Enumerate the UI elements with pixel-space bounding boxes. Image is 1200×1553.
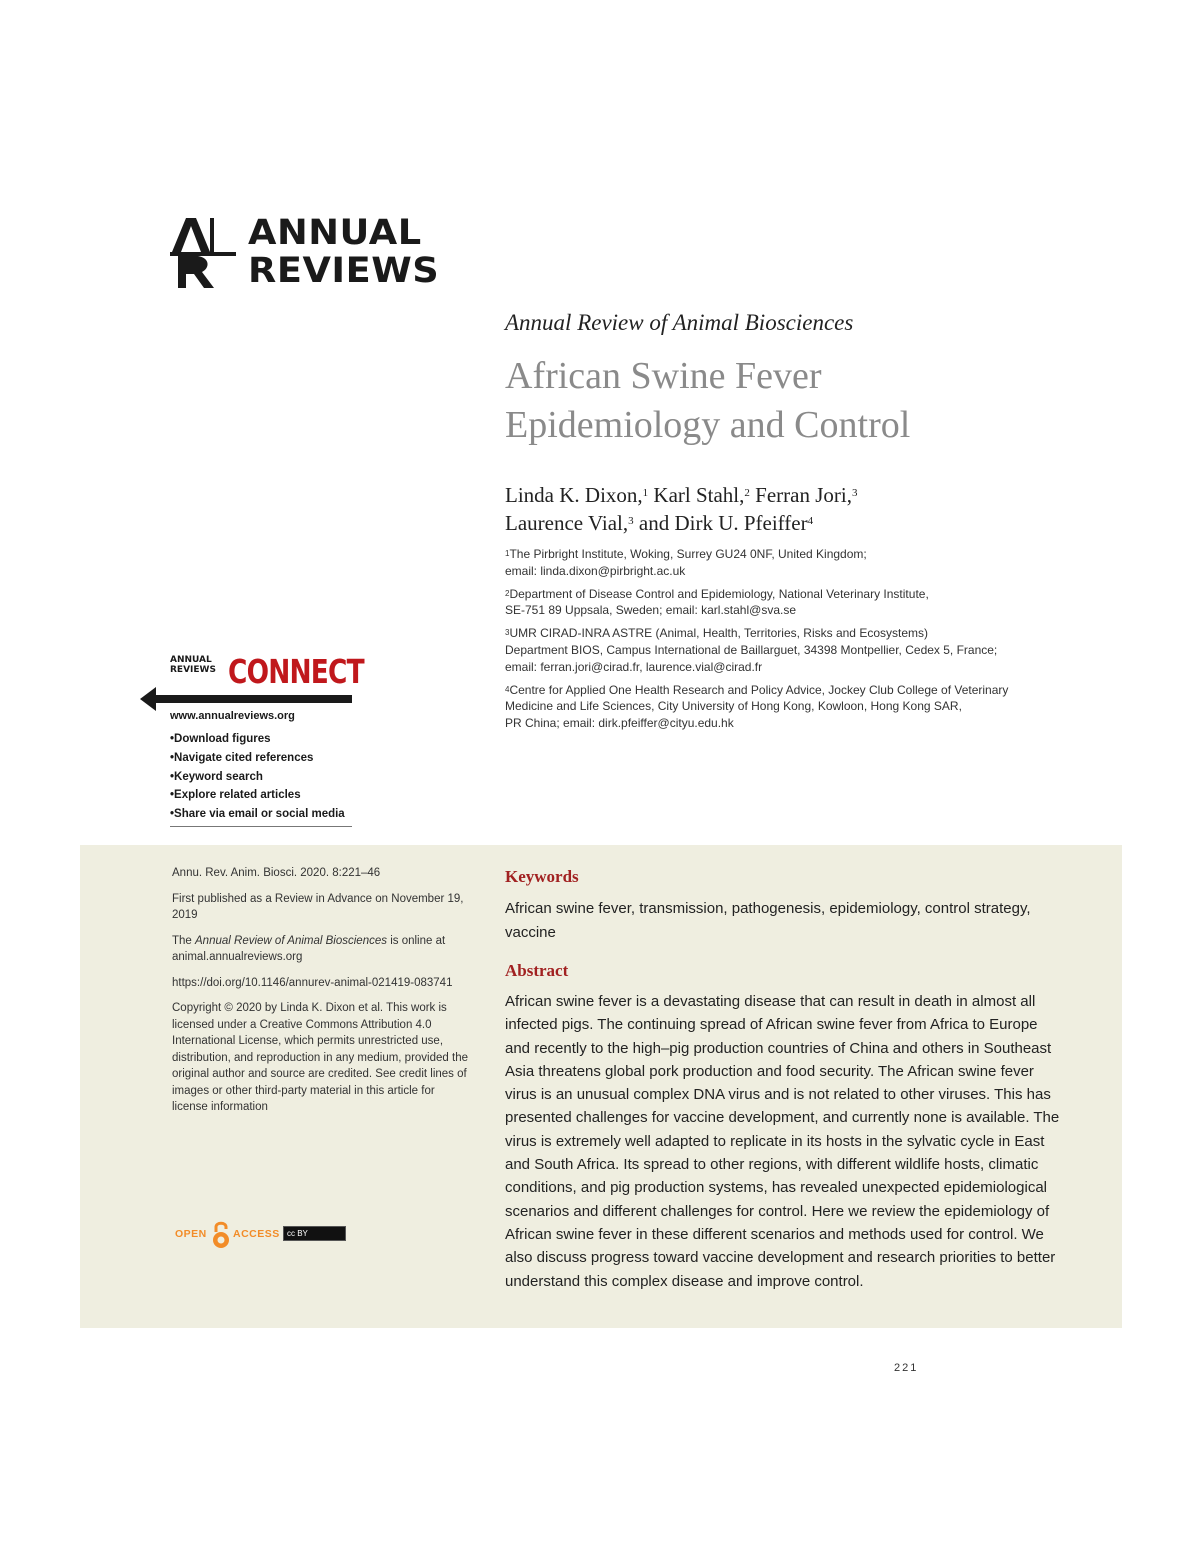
author-name: Karl Stahl,	[648, 483, 745, 507]
keywords-heading: Keywords	[505, 867, 579, 886]
access-label: ACCESS	[233, 1228, 280, 1240]
author-name: and Dirk U. Pfeiffer	[633, 511, 808, 535]
connect-feature-item: • Navigate cited references	[170, 749, 345, 768]
connect-feature-list	[170, 730, 345, 824]
online-journal: Annual Review of Animal Biosciences	[195, 934, 387, 947]
article-meta	[172, 865, 472, 1125]
affiliation-email[interactable]: email: linda.dixon@pirbright.ac.uk	[505, 563, 686, 578]
arrow-left-icon	[140, 687, 352, 711]
affiliation-sup: 3	[505, 628, 510, 638]
citation: Annu. Rev. Anim. Biosci. 2020. 8:221–46	[172, 867, 381, 879]
affiliation-item	[505, 682, 1085, 732]
affiliation-text: Department BIOS, Campus International de Baillarguet, 34398 Montpellier, Cedex 5, France;	[505, 642, 998, 657]
author-name: Ferran Jori,	[749, 483, 852, 507]
logo-word-reviews: REVIEWS	[248, 251, 440, 291]
title-line-2: Epidemiology and Control	[505, 404, 911, 446]
affiliation-email[interactable]: PR China; email: dirk.pfeiffer@cityu.edu.hk	[505, 716, 734, 731]
copyright-notice: Copyright © 2020 by Linda K. Dixon et al. This work is licensed under a Creative Commons Attribution 4.0 International License, which permits unrestricted use, distribution, and reproduction in any medium, provided the original author and source are credited. See credit lines of images or other third-party material in this article for license information	[172, 1002, 468, 1113]
affiliation-item	[505, 586, 1085, 620]
open-lock-icon	[211, 1220, 231, 1250]
author-line-1	[505, 481, 857, 509]
open-access-badge	[175, 1220, 355, 1250]
author-list	[505, 481, 857, 537]
online-note	[172, 933, 472, 966]
affiliation-text: UMR CIRAD-INRA ASTRE (Animal, Health, Territories, Risks and Ecosystems)	[509, 626, 928, 641]
open-label: OPEN	[175, 1228, 207, 1240]
divider	[170, 826, 352, 827]
affiliations	[505, 546, 1085, 738]
connect-feature-item: • Download figures	[170, 730, 345, 749]
connect-feature-item: • Keyword search	[170, 768, 345, 787]
author-line-2	[505, 509, 857, 537]
affiliation-text: Medicine and Life Sciences, City University of Hong Kong, Kowloon, Hong Kong SAR,	[505, 699, 962, 714]
online-text[interactable]: is online at animal.annualreviews.org	[172, 934, 446, 963]
author-name: Laurence Vial,	[505, 511, 629, 535]
connect-logo-line: REVIEWS	[170, 665, 216, 675]
connect-url[interactable]: www.annualreviews.org	[170, 710, 295, 722]
connect-feature-item: • Explore related articles	[170, 786, 345, 805]
affiliation-email[interactable]: SE-751 89 Uppsala, Sweden; email: karl.stahl@sva.se	[505, 603, 796, 618]
connect-logo-small	[170, 655, 216, 675]
affiliation-sup: 4	[505, 684, 510, 694]
article-title	[505, 352, 910, 450]
ar-logo-mark-icon	[170, 216, 236, 288]
journal-name: Annual Review of Animal Biosciences	[505, 310, 854, 335]
affiliation-text: Centre for Applied One Health Research and Policy Advice, Jockey Club College of Veterinary	[509, 682, 1009, 697]
keywords-list: African swine fever, transmission, pathogenesis, epidemiology, control strategy, vaccine	[505, 900, 1031, 941]
author-affil-sup: 3	[851, 487, 858, 499]
affiliation-item	[505, 546, 1085, 580]
author-affil-sup: 1	[642, 487, 649, 499]
title-line-1: African Swine Fever	[505, 355, 822, 397]
published-date: First published as a Review in Advance on November 19, 2019	[172, 892, 464, 921]
connect-feature-item: • Share via email or social media	[170, 805, 345, 824]
abstract-text: African swine fever is a devastating disease that can result in death in almost all infected pigs. The continuing spread of African swine fever from Africa to Europe and recently to the high–pig production countries of China and others in Southeast Asia threatens global pork production and food security. The African swine fever virus is an unusual complex DNA virus and is not related to other viruses. This has presented challenges for vaccine development, and currently none is available. The virus is extremely well adapted to replicate in its hosts in the sylvatic cycle in East and South Africa. Its spread to other regions, with different wildlife hosts, climatic conditions, and pig production systems, has revealed unexpected epidemiological scenarios and different challenges for control. Here we review the epidemiology of African swine fever in these different scenarios and methods used for control. We also discuss progress toward vaccine development and research priorities to better understand this complex disease and improve control.	[505, 993, 1060, 1290]
online-text: The	[172, 934, 196, 947]
cc-by-license-icon[interactable]: cc BY	[283, 1226, 346, 1241]
connect-logo-line: ANNUAL	[170, 655, 212, 665]
affiliation-email[interactable]: email: ferran.jori@cirad.fr, laurence.vial@cirad.fr	[505, 659, 763, 674]
logo-word-annual: ANNUAL	[248, 213, 422, 253]
affiliation-text: The Pirbright Institute, Woking, Surrey GU24 0NF, United Kingdom;	[509, 547, 867, 561]
affiliation-sup: 2	[505, 588, 510, 598]
page-number: 221	[894, 1362, 919, 1374]
connect-word: CONNECT	[228, 652, 364, 691]
abstract-heading: Abstract	[505, 961, 569, 980]
affiliation-text: Department of Disease Control and Epidemiology, National Veterinary Institute,	[509, 586, 929, 601]
summary-panel	[80, 845, 1122, 1328]
annual-reviews-logo	[170, 212, 440, 292]
annual-reviews-connect-box	[140, 650, 364, 828]
author-name: Linda K. Dixon,	[505, 483, 643, 507]
affiliation-item	[505, 625, 1085, 675]
author-affil-sup: 2	[744, 487, 750, 499]
affiliation-sup: 1	[505, 549, 510, 558]
author-affil-sup: 4	[807, 515, 814, 527]
author-affil-sup: 3	[628, 515, 634, 527]
doi-link[interactable]: https://doi.org/10.1146/annurev-animal-021419-083741	[172, 976, 453, 989]
